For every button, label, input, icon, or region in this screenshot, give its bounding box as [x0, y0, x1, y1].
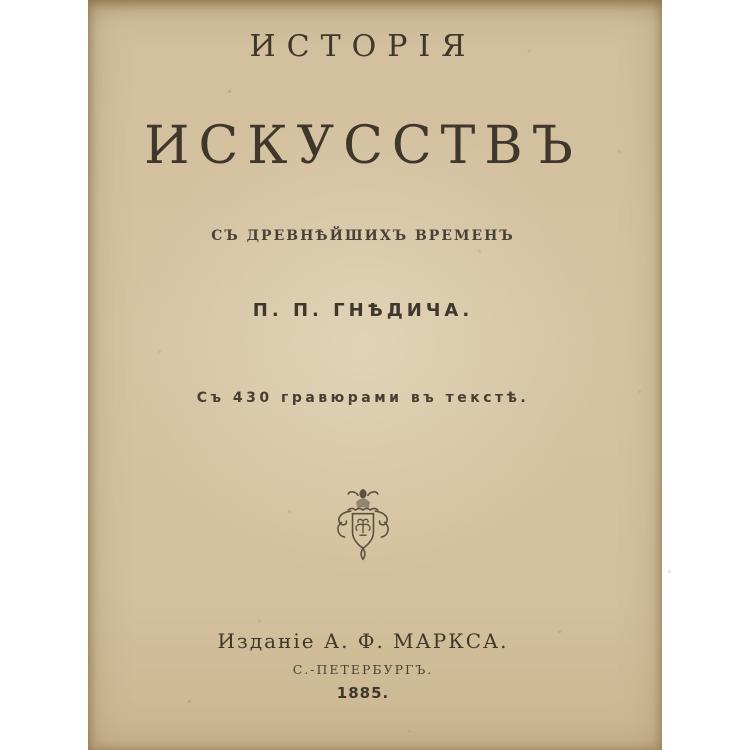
- title-page-paper: [88, 0, 662, 750]
- subtitle: СЪ ДРЕВНѢЙШИХЪ ВРЕМЕНЪ: [211, 228, 515, 244]
- series-title: ИСТОРІЯ: [249, 29, 477, 64]
- illustration-note: Съ 430 гравюрами въ текстѣ.: [196, 390, 530, 406]
- author-name: П. П. ГНѢДИЧА.: [252, 300, 474, 321]
- imprint-year: 1885.: [336, 684, 390, 702]
- imprint-city: С.-ПЕТЕРБУРГЪ.: [292, 662, 434, 677]
- imprint-publisher: Изданіе А. Ф. МАРКСА.: [217, 629, 509, 653]
- main-title: ИСКУССТВЪ: [144, 116, 582, 176]
- publisher-crest-icon: [88, 486, 638, 570]
